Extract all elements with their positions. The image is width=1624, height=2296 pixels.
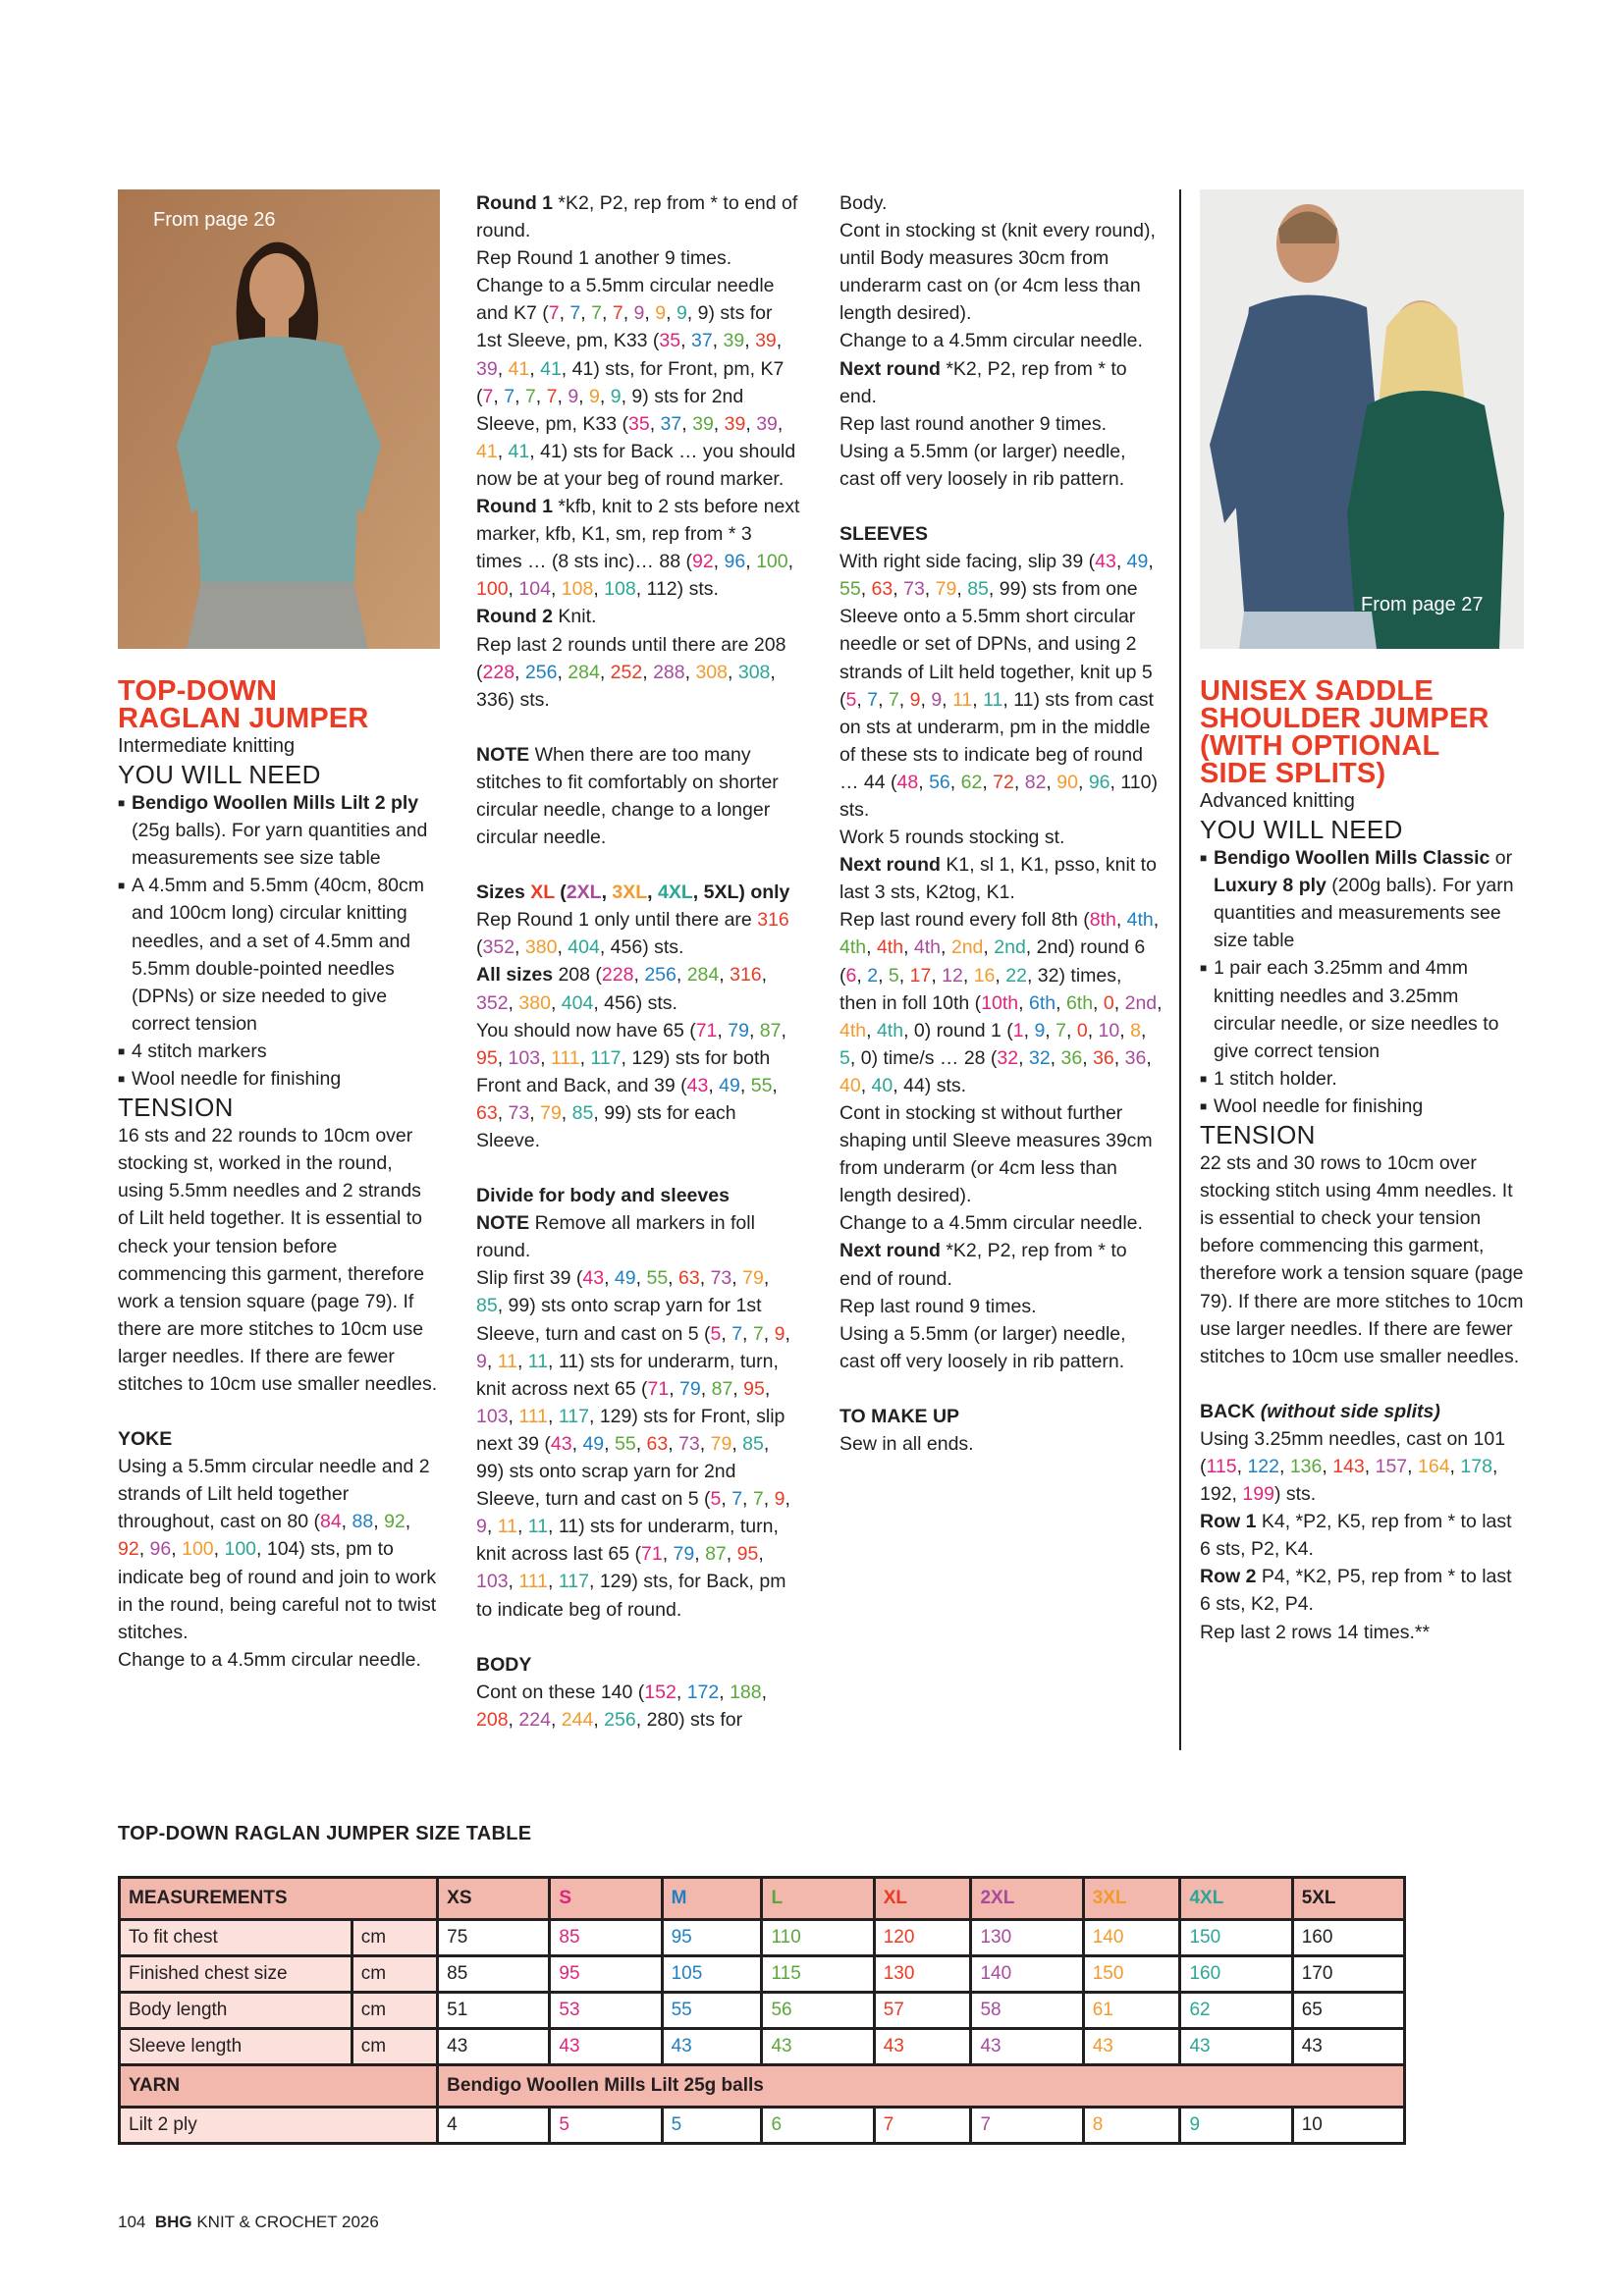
skill-level: Intermediate knitting (118, 735, 296, 757)
tension-text: 16 sts and 22 rounds to 10cm over stocking st, worked in the round, using 5.5mm needles and 2 strands of Lilt held together. It is essential to check your tension before commencing this garment, therefore work a tension square (page 79). If there are more stitches to 10cm use larger needles. If there are fewer stitches to 10cm use smaller needles. (118, 1125, 438, 1395)
divide-instructions: Slip first 39 (43, 49, 55, 63, 73, 79, 85, 99) sts onto scrap yarn for 1st Sleeve, turn and cast on 5 (5, 7, 7, 9, 9, 11, 11, 11) sts for underarm, turn, knit across next 65 (71, 79, 87, 95, 103, 111, 117, 129) sts for Front, slip next 39 (43, 49, 55, 63, 73, 79, 85, 99) sts onto scrap yarn for 2nd Sleeve, turn and cast on 5 (5, 7, 7, 9, 9, 11, 11, 11) sts for underarm, turn, knit across last 65 (71, 79, 87, 95, 103, 111, 117, 129) sts, for Back, pm to indicate beg of round. (476, 1267, 790, 1621)
cast-off-sleeve: Using a 5.5mm (or larger) needle, cast off very loosely in rib pattern. (839, 1322, 1126, 1372)
size-header: 5XL (1292, 1878, 1404, 1920)
table-cell: 6 (762, 2108, 874, 2144)
rep-last-round: Rep last round another 9 times. (839, 412, 1108, 435)
brand: BHG (154, 2213, 192, 2231)
now-have: You should now have 65 (71, 79, 87, 95, 103, 111, 117, 129) sts for both Front and Back, and 39 (43, 49, 55, 63, 73, 79, 85, 99) sts for each Sleeve. (476, 1019, 786, 1151)
you-will-need-heading-2: YOU WILL NEED (1200, 815, 1403, 845)
row-unit: cm (352, 2029, 437, 2065)
table-cell: 140 (971, 1956, 1083, 1993)
size-header: L (762, 1878, 874, 1920)
table-cell: 10 (1292, 2108, 1404, 2144)
table-cell: 43 (971, 2029, 1083, 2065)
pattern-title-line2: RAGLAN JUMPER (118, 703, 369, 734)
size-table-header-row (120, 1878, 1405, 1920)
row-unit: cm (352, 1956, 437, 1993)
table-cell: 5 (662, 2108, 762, 2144)
need-item-wool-needle: ■ Wool needle for finishing (118, 1065, 442, 1093)
column-2 (476, 189, 800, 1734)
change-needle-sleeve: Change to a 4.5mm circular needle. (839, 1212, 1143, 1235)
row-label: Body length (120, 1993, 352, 2029)
need2-item-needles: ■ 1 pair each 3.25mm and 4mm knitting needles and 3.25mm circular needle, or size needles to give correct tension (1200, 954, 1524, 1064)
back-cast-on: Using 3.25mm needles, cast on 101 (115, 122, 136, 143, 157, 164, 178, 192, 199) sts. (1200, 1427, 1506, 1506)
rep-14-times: Rep last 2 rows 14 times.** (1200, 1621, 1431, 1643)
size-header: XL (874, 1878, 971, 1920)
you-will-need-heading: YOU WILL NEED (118, 760, 321, 790)
need-item-yarn: ■ Bendigo Woollen Mills Lilt 2 ply (25g balls). For yarn quantities and measurements see size table (118, 789, 442, 872)
table-row (120, 1993, 1405, 2029)
size-header: XS (438, 1878, 550, 1920)
tension-heading-2: TENSION (1200, 1120, 1316, 1150)
table-cell: 110 (762, 1920, 874, 1956)
round1-increase: Round 1 *kfb, knit to 2 sts before next marker, kfb, K1, sm, rep from * 3 times … (8 sts inc)… 88 (92, 96, 100, 100, 104, 108, 108, 112) sts. (476, 496, 800, 601)
pattern2-title-line4: SIDE SPLITS) (1200, 758, 1386, 789)
note-markers: NOTE Remove all markers in foll round. (476, 1212, 755, 1262)
skill-level-2: Advanced knitting (1200, 790, 1355, 812)
photo-caption-2: From page 27 (1361, 594, 1484, 615)
cont-stocking: Cont in stocking st (knit every round), until Body measures 30cm from underarm cast on (or 4cm less than length desired). (839, 220, 1156, 325)
sleeves-heading: SLEEVES (839, 523, 928, 546)
table-row (120, 1956, 1405, 1993)
yoke-text: Using a 5.5mm circular needle and 2 strands of Lilt held together throughout, cast on 80 (84, 88, 92, 92, 96, 100, 100, 104) sts, pm to indicate beg of round and join to work in the round, being careful not to twist stitches. (118, 1456, 437, 1643)
rep-foll-rounds: Rep last round every foll 8th (8th, 4th, 4th, 4th, 4th, 2nd, 2nd, 2nd) round 6 (6, 2, 5, 17, 12, 16, 22, 32) times, then in foll 10th (10th, 6th, 6th, 0, 2nd, 4th, 4th, 0) round 1 (1, 9, 7, 0, 10, 8, 5, 0) time/s … 28 (32, 32, 36, 36, 36, 40, 40, 44) sts. (839, 909, 1163, 1096)
to-make-up-heading: TO MAKE UP (839, 1405, 960, 1427)
table-cell: 43 (874, 2029, 971, 2065)
table-cell: 61 (1083, 1993, 1180, 2029)
row-label: Finished chest size (120, 1956, 352, 1993)
table-cell: 51 (438, 1993, 550, 2029)
table-cell: 85 (550, 1920, 662, 1956)
sizes-only-heading: Sizes XL (2XL, 3XL, 4XL, 5XL) only (476, 881, 790, 904)
round2-knit: Round 2 Knit. (476, 606, 597, 628)
table-cell: 130 (971, 1920, 1083, 1956)
size-header: 2XL (971, 1878, 1083, 1920)
table-cell: 130 (874, 1956, 971, 1993)
row-unit: cm (352, 1920, 437, 1956)
size-table-title: TOP-DOWN RAGLAN JUMPER SIZE TABLE (118, 1823, 532, 1844)
table-cell: 140 (1083, 1920, 1180, 1956)
pattern2-title-line1: UNISEX SADDLE (1200, 675, 1434, 707)
body-cont: Cont on these 140 (152, 172, 188, 208, 224, 244, 256, 280) sts for (476, 1681, 768, 1731)
couple-photo (1200, 189, 1524, 649)
to-make-up-text: Sew in all ends. (839, 1433, 974, 1456)
size-header: 3XL (1083, 1878, 1180, 1920)
table-cell: 7 (874, 2108, 971, 2144)
table-cell: 56 (762, 1993, 874, 2029)
size-table (118, 1876, 1406, 2145)
table-cell: 43 (762, 2029, 874, 2065)
round1-rib: Round 1 *K2, P2, rep from * to end of round. (476, 192, 798, 242)
sleeve-pickup: With right side facing, slip 39 (43, 49, 55, 63, 73, 79, 85, 99) sts from one Sleeve onto a 5.5mm short circular needle or set of DPNs, and using 2 strands of Lilt held together, knit up 5 (5, 7, 7, 9, 9, 11, 11, 11) sts from cast on sts at underarm, pm in the middle of these sts to indicate beg of round … 44 (48, 56, 62, 72, 82, 90, 96, 110) sts. (839, 551, 1158, 821)
table-cell: 160 (1292, 1920, 1404, 1956)
yoke-heading: YOKE (118, 1428, 173, 1451)
row-label: Sleeve length (120, 2029, 352, 2065)
column-divider (1179, 189, 1181, 1750)
issue-name: KNIT & CROCHET 2026 (196, 2213, 379, 2231)
woman-illustration (118, 189, 440, 649)
table-cell: 43 (1083, 2029, 1180, 2065)
cont-sleeve: Cont in stocking st without further shaping until Sleeve measures 39cm from underarm (or 4cm less than length desired). (839, 1102, 1153, 1207)
pattern2-title-line2: SHOULDER JUMPER (1200, 703, 1489, 734)
page-footer (118, 2213, 379, 2232)
table-cell: 43 (1292, 2029, 1404, 2065)
size-header: 4XL (1180, 1878, 1292, 1920)
page-number: 104 (118, 2213, 146, 2231)
table-cell: 57 (874, 1993, 971, 2029)
woman-photo (118, 189, 440, 649)
table-cell: 43 (662, 2029, 762, 2065)
work-5-rounds: Work 5 rounds stocking st. (839, 827, 1065, 849)
table-cell: 105 (662, 1956, 762, 1993)
row-unit: cm (352, 1993, 437, 2029)
pattern2-title-line3: (WITH OPTIONAL (1200, 730, 1440, 762)
table-cell: 5 (550, 2108, 662, 2144)
table-row (120, 2108, 1405, 2144)
change-needle-setup: Change to a 5.5mm circular needle and K7 (7, 7, 7, 7, 9, 9, 9, 9) sts for 1st Sleeve, pm, K33 (35, 37, 39, 39, 39, 41, 41, 41) sts, for Front, pm, K7 (7, 7, 7, 7, 9, 9, 9, 9) sts for 2nd Sleeve, pm, K33 (35, 37, 39, 39, 39, 41, 41, 41) sts for Back … you should now be at your beg of round marker. (476, 275, 796, 490)
table-cell: 55 (662, 1993, 762, 2029)
table-cell: 150 (1180, 1920, 1292, 1956)
table-cell: 8 (1083, 2108, 1180, 2144)
table-cell: 53 (550, 1993, 662, 2029)
row-label: To fit chest (120, 1920, 352, 1956)
need2-item-yarn: ■ Bendigo Woollen Mills Classic or Luxury 8 ply (200g balls). For yarn quantities and measurements see size table (1200, 844, 1524, 954)
rep-last-rounds: Rep last 2 rounds until there are 208 (228, 256, 284, 252, 288, 308, 308, 336) sts. (476, 633, 786, 711)
next-round-dec: Next round K1, sl 1, K1, psso, knit to last 3 sts, K2tog, K1. (839, 854, 1157, 904)
rep-round: Rep Round 1 another 9 times. (476, 247, 732, 270)
note-needle: NOTE When there are too many stitches to fit comfortably on shorter circular needle, change to a longer circular needle. (476, 743, 779, 849)
table-cell: 95 (550, 1956, 662, 1993)
yarn-header-row (120, 2065, 1405, 2108)
change-needle-body: Change to a 4.5mm circular needle. (839, 330, 1143, 352)
table-cell: 65 (1292, 1993, 1404, 2029)
row2: Row 2 P4, *K2, P5, rep from * to last 6 sts, K2, P4. (1200, 1566, 1512, 1616)
table-cell: 115 (762, 1956, 874, 1993)
next-round-rib-sleeve: Next round *K2, P2, rep from * to end of round. (839, 1240, 1127, 1290)
yoke-change-needle: Change to a 4.5mm circular needle. (118, 1648, 421, 1671)
need2-item-wool-needle: ■ Wool needle for finishing (1200, 1093, 1524, 1120)
table-cell: 95 (662, 1920, 762, 1956)
table-cell: 170 (1292, 1956, 1404, 1993)
table-cell: 4 (438, 2108, 550, 2144)
row-label: Lilt 2 ply (120, 2108, 438, 2144)
need2-item-holder: ■ 1 stitch holder. (1200, 1065, 1524, 1093)
table-cell: 7 (971, 2108, 1083, 2144)
rep-round1-only: Rep Round 1 only until there are 316 (352, 380, 404, 456) sts. (476, 909, 789, 959)
need-item-markers: ■ 4 stitch markers (118, 1038, 442, 1065)
size-header: S (550, 1878, 662, 1920)
cast-off-body: Using a 5.5mm (or larger) needle, cast off very loosely in rib pattern. (839, 440, 1126, 490)
couple-illustration (1200, 189, 1524, 649)
yarn-header: YARN (120, 2065, 438, 2108)
measurements-header: MEASUREMENTS (120, 1878, 438, 1920)
left-column (118, 677, 442, 1674)
table-cell: 9 (1180, 2108, 1292, 2144)
all-sizes: All sizes 208 (228, 256, 284, 316, 352, 380, 404, 456) sts. (476, 964, 768, 1014)
table-cell: 62 (1180, 1993, 1292, 2029)
table-row (120, 2029, 1405, 2065)
table-cell: 150 (1083, 1956, 1180, 1993)
body-heading: BODY (476, 1653, 532, 1676)
row1: Row 1 K4, *P2, K5, rep from * to last 6 sts, P2, K4. (1200, 1511, 1512, 1561)
table-cell: 120 (874, 1920, 971, 1956)
tension-heading: TENSION (118, 1093, 234, 1123)
tension-text-2: 22 sts and 30 rows to 10cm over stocking stitch using 4mm needles. It is essential to check your tension before commencing this garment, therefore work a tension square (page 79). If there are more stitches to 10cm use larger needles. If there are fewer stitches to 10cm use smaller needles. (1200, 1152, 1524, 1367)
right-column (1200, 677, 1524, 1646)
table-cell: 43 (550, 2029, 662, 2065)
column-3 (839, 189, 1164, 1458)
table-cell: 85 (438, 1956, 550, 1993)
table-row (120, 1920, 1405, 1956)
divide-heading: Divide for body and sleeves (476, 1185, 730, 1207)
need-item-needles: ■ A 4.5mm and 5.5mm (40cm, 80cm and 100cm long) circular knitting needles, and a set of 4.5mm and 5.5mm double-pointed needles (DPNs) or size needed to give correct tension (118, 872, 442, 1038)
next-round-rib: Next round *K2, P2, rep from * to end. (839, 357, 1127, 407)
back-heading: BACK (without side splits) (1200, 1400, 1440, 1422)
table-cell: 75 (438, 1920, 550, 1956)
table-cell: 43 (438, 2029, 550, 2065)
rep-9-times: Rep last round 9 times. (839, 1295, 1037, 1317)
table-cell: 43 (1180, 2029, 1292, 2065)
table-cell: 160 (1180, 1956, 1292, 1993)
size-header: M (662, 1878, 762, 1920)
table-cell: 58 (971, 1993, 1083, 2029)
yarn-description: Bendigo Woollen Mills Lilt 25g balls (438, 2065, 1405, 2108)
body-cont-word: Body. (839, 192, 888, 214)
pattern-title-line1: TOP-DOWN (118, 675, 278, 707)
photo-caption: From page 26 (153, 209, 276, 231)
